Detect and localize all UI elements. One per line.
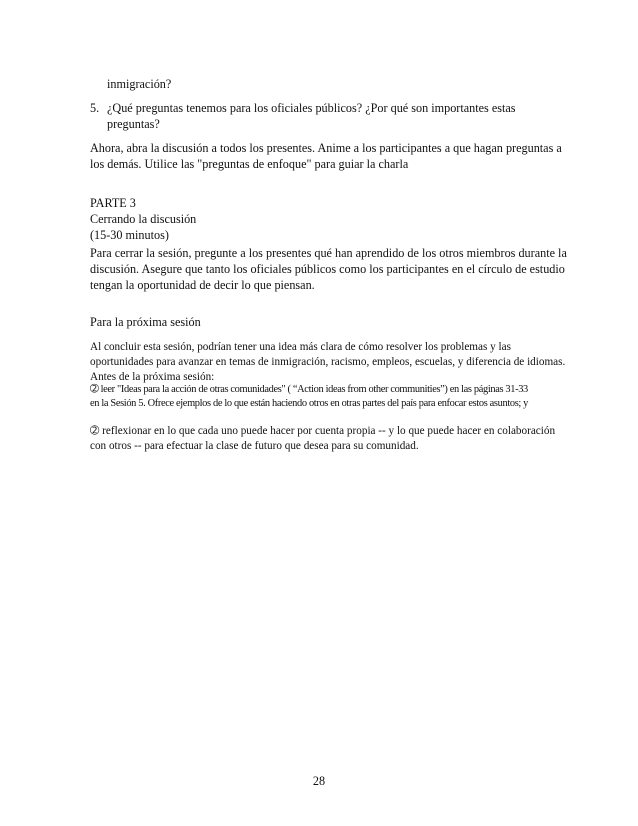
list-number: 5. (90, 101, 100, 115)
list-item-text: ¿Qué preguntas tenemos para los oficiales públicos? ¿Por qué son importantes estas (107, 101, 516, 115)
list-item-4-continuation: inmigración? (107, 77, 172, 91)
paragraph-ahora: Ahora, abra la discusión a todos los presentes. Anime a los participantes a que hagan preguntas a los demás. Utilice las "preguntas de enfoque" para guiar la charla (90, 141, 562, 171)
bullet-symbol-icon: ➁ (90, 384, 99, 395)
list-item-5 (90, 100, 550, 132)
section-duration: (15-30 minutos) (90, 228, 169, 242)
paragraph-cerrar: Para cerrar la sesión, pregunte a los presentes qué han aprendido de los otros miembros durante la discusión. Asegure que tanto los oficiales públicos como los participantes en el círculo de estudio tengan la oportunidad de decir lo que piensan. (90, 246, 567, 292)
proxima-sesion-intro: Al concluir esta sesión, podrían tener una idea más clara de cómo resolver los problemas y las oportunidades para avanzar en temas de inmigración, racismo, empleos, escuelas, y diferencia de idiomas. Antes de la próxima sesión: (90, 341, 566, 383)
bullet-item-reflexionar: ➁ reflexionar en lo que cada uno puede hacer por cuenta propia -- y lo que puede hacer en colaboración con otros -- para efectuar la clase de futuro que desea para su comunidad. (90, 425, 556, 452)
section-heading: PARTE 3 (90, 196, 136, 210)
section-subheading: Cerrando la discusión (90, 212, 197, 226)
page-number: 28 (312, 774, 326, 788)
list-item-text: preguntas? (107, 117, 160, 131)
section-parte-3-heading (90, 195, 550, 243)
proxima-sesion-heading: Para la próxima sesión (90, 315, 201, 329)
bullet-item-leer: ➁ leer "Ideas para la acción de otras comunidades" ( “Action ideas from other communities”) en las páginas 31-33 en la Sesión 5. Ofrece ejemplos de lo que están haciendo otros en otras partes del país para enfocar estos asuntos; y (90, 384, 529, 409)
bullet-symbol-icon: ➁ (90, 425, 100, 437)
